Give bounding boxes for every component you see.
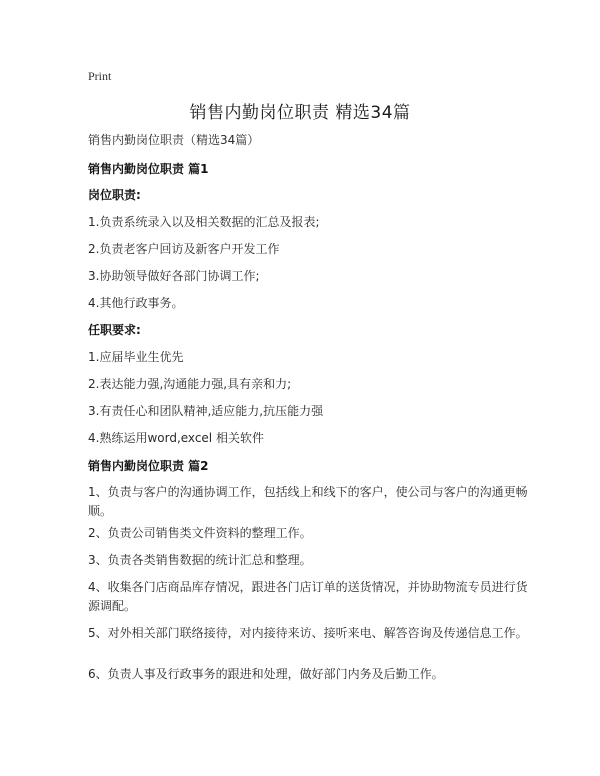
section2-item: 1、负责与客户的沟通协调工作，包括线上和线下的客户，使公司与客户的沟通更畅顺。 [88, 485, 528, 518]
duty-item: 4.其他行政事务。 [88, 296, 184, 310]
section2-heading: 销售内勤岗位职责 篇2 [88, 459, 209, 473]
section2-item: 6、负责人事及行政事务的跟进和处理，做好部门内务及后勤工作。 [88, 667, 444, 681]
document-subtitle: 销售内勤岗位职责（精选34篇） [88, 133, 260, 147]
requirement-item: 4.熟练运用word,excel 相关软件 [88, 431, 264, 445]
section2-item: 4、收集各门店商品库存情况，跟进各门店订单的送货情况，并协助物流专员进行货源调配。 [88, 580, 528, 613]
requirement-item: 1.应届毕业生优先 [88, 350, 184, 364]
duty-item: 2.负责老客户回访及新客户开发工作 [88, 242, 280, 256]
document-title: 销售内勤岗位职责 精选34篇 [189, 103, 411, 123]
duties-heading: 岗位职责: [88, 188, 141, 202]
section1-heading: 销售内勤岗位职责 篇1 [88, 162, 209, 176]
section2-item: 2、负责公司销售类文件资料的整理工作。 [88, 526, 312, 540]
duty-item: 3.协助领导做好各部门协调工作; [88, 269, 260, 283]
section2-item: 3、负责各类销售数据的统计汇总和整理。 [88, 553, 312, 567]
requirement-item: 3.有责任心和团队精神,适应能力,抗压能力强 [88, 404, 324, 418]
duty-item: 1.负责系统录入以及相关数据的汇总及报表; [88, 215, 320, 229]
section2-item: 5、对外相关部门联络接待，对内接待来访、接听来电、解答咨询及传递信息工作。 [88, 626, 528, 640]
print-label[interactable]: Print [88, 69, 112, 83]
requirement-item: 2.表达能力强,沟通能力强,具有亲和力; [88, 377, 292, 391]
requirements-heading: 任职要求: [88, 323, 141, 337]
